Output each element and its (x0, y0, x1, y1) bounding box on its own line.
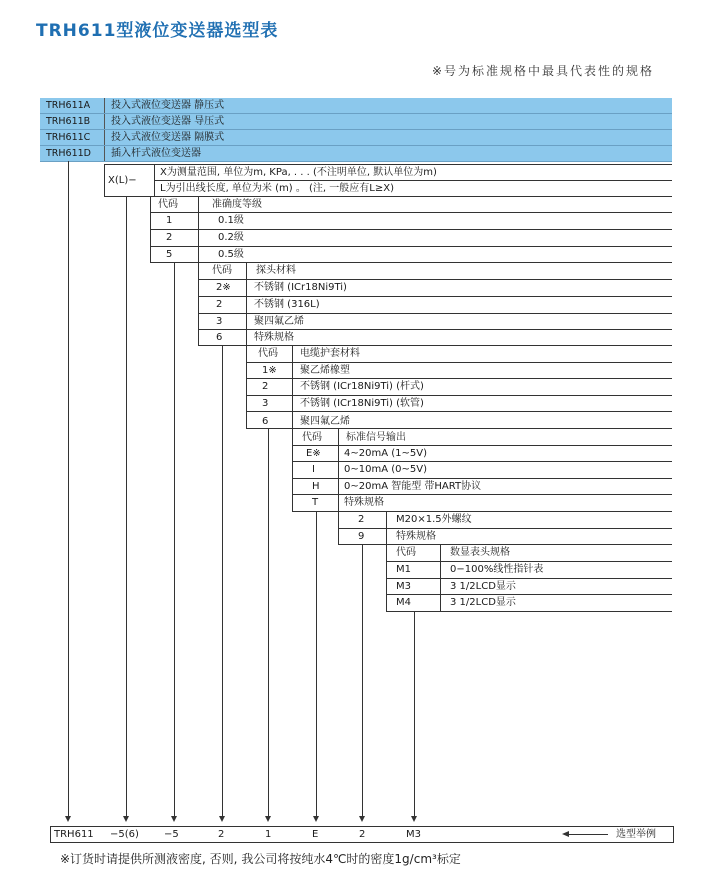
cable-desc: 不锈钢 (ICr18Ni9Ti) (软管) (300, 398, 424, 409)
page-title: TRH611型液位变送器选型表 (36, 21, 279, 41)
signal-desc: 0~20mA 智能型 带HART协议 (344, 481, 482, 492)
xl-line1: X为测量范围, 单位为m, KPa, . . . (不注明单位, 默认单位为m) (160, 167, 437, 178)
signal-code: T (312, 497, 319, 508)
model-row (40, 146, 672, 162)
example-label: 选型举例 (616, 829, 656, 840)
display-header-desc: 数显表头规格 (450, 547, 510, 558)
model-desc: 插入杆式液位变送器 (111, 148, 201, 159)
probe-desc: 不锈钢 (316L) (254, 299, 320, 310)
model-desc: 投入式液位变送器 静压式 (111, 100, 225, 111)
signal-desc: 特殊规格 (344, 497, 384, 508)
accuracy-desc: 0.1级 (218, 215, 244, 226)
xl-code: X(L)− (108, 175, 137, 186)
signal-code: H (312, 481, 320, 492)
probe-desc: 特殊规格 (254, 332, 294, 343)
cable-header-desc: 电缆护套材料 (300, 348, 360, 359)
model-code: TRH611C (46, 132, 91, 143)
cable-desc: 不锈钢 (ICr18Ni9Ti) (杆式) (300, 381, 424, 392)
display-header-code: 代码 (396, 547, 416, 558)
signal-desc: 0~10mA (0~5V) (344, 464, 427, 475)
cable-desc: 聚四氟乙烯 (300, 416, 350, 427)
footnote: ※订货时请提供所测液密度, 否则, 我公司将按纯水4℃时的密度1g/cm³标定 (60, 852, 461, 866)
example-item: 1 (265, 829, 272, 840)
accuracy-header-desc: 准确度等级 (212, 199, 262, 210)
cable-code: 6 (262, 416, 269, 427)
signal-header-code: 代码 (302, 432, 322, 443)
example-item: TRH611 (54, 829, 94, 840)
display-code: M3 (396, 581, 411, 592)
model-row (40, 114, 672, 130)
model-code: TRH611B (46, 116, 91, 127)
example-item: M3 (406, 829, 421, 840)
probe-code: 2※ (216, 282, 231, 293)
thread-desc: 特殊规格 (396, 531, 436, 542)
example-item: −5 (164, 829, 179, 840)
probe-code: 2 (216, 299, 223, 310)
model-row (40, 130, 672, 146)
probe-code: 3 (216, 316, 223, 327)
display-code: M1 (396, 564, 411, 575)
cable-code: 3 (262, 398, 269, 409)
signal-code: E※ (306, 448, 321, 459)
accuracy-header-code: 代码 (158, 199, 178, 210)
thread-desc: M20×1.5外螺纹 (396, 514, 472, 525)
display-desc: 0−100%线性指针表 (450, 564, 544, 575)
probe-desc: 聚四氟乙烯 (254, 316, 304, 327)
xl-line2: L为引出线长度, 单位为米 (m) 。 (注, 一般应有L≥X) (160, 183, 394, 194)
cable-code: 2 (262, 381, 269, 392)
model-code: TRH611D (46, 148, 91, 159)
cable-header-code: 代码 (258, 348, 278, 359)
cable-code: 1※ (262, 365, 277, 376)
probe-header-desc: 探头材料 (256, 265, 296, 276)
probe-header-code: 代码 (212, 265, 232, 276)
model-desc: 投入式液位变送器 导压式 (111, 116, 225, 127)
display-desc: 3 1/2LCD显示 (450, 581, 516, 592)
cable-desc: 聚乙烯橡塑 (300, 365, 350, 376)
example-item: E (312, 829, 319, 840)
model-row (40, 98, 672, 114)
probe-desc: 不锈钢 (ICr18Ni9Ti) (254, 282, 347, 293)
model-code: TRH611A (46, 100, 91, 111)
display-code: M4 (396, 597, 411, 608)
signal-code: I (312, 464, 315, 475)
signal-desc: 4~20mA (1~5V) (344, 448, 427, 459)
model-desc: 投入式液位变送器 隔膜式 (111, 132, 225, 143)
thread-code: 2 (358, 514, 365, 525)
accuracy-desc: 0.2级 (218, 232, 244, 243)
probe-code: 6 (216, 332, 223, 343)
accuracy-desc: 0.5级 (218, 249, 244, 260)
thread-code: 9 (358, 531, 365, 542)
example-item: 2 (218, 829, 225, 840)
display-desc: 3 1/2LCD显示 (450, 597, 516, 608)
signal-header-desc: 标准信号输出 (346, 432, 406, 443)
example-item: −5(6) (110, 829, 139, 840)
accuracy-code: 5 (166, 249, 173, 260)
arrow-left-icon (562, 831, 569, 837)
accuracy-code: 1 (166, 215, 173, 226)
standard-note: ※号为标准规格中最具代表性的规格 (432, 64, 655, 78)
accuracy-code: 2 (166, 232, 173, 243)
example-item: 2 (359, 829, 366, 840)
